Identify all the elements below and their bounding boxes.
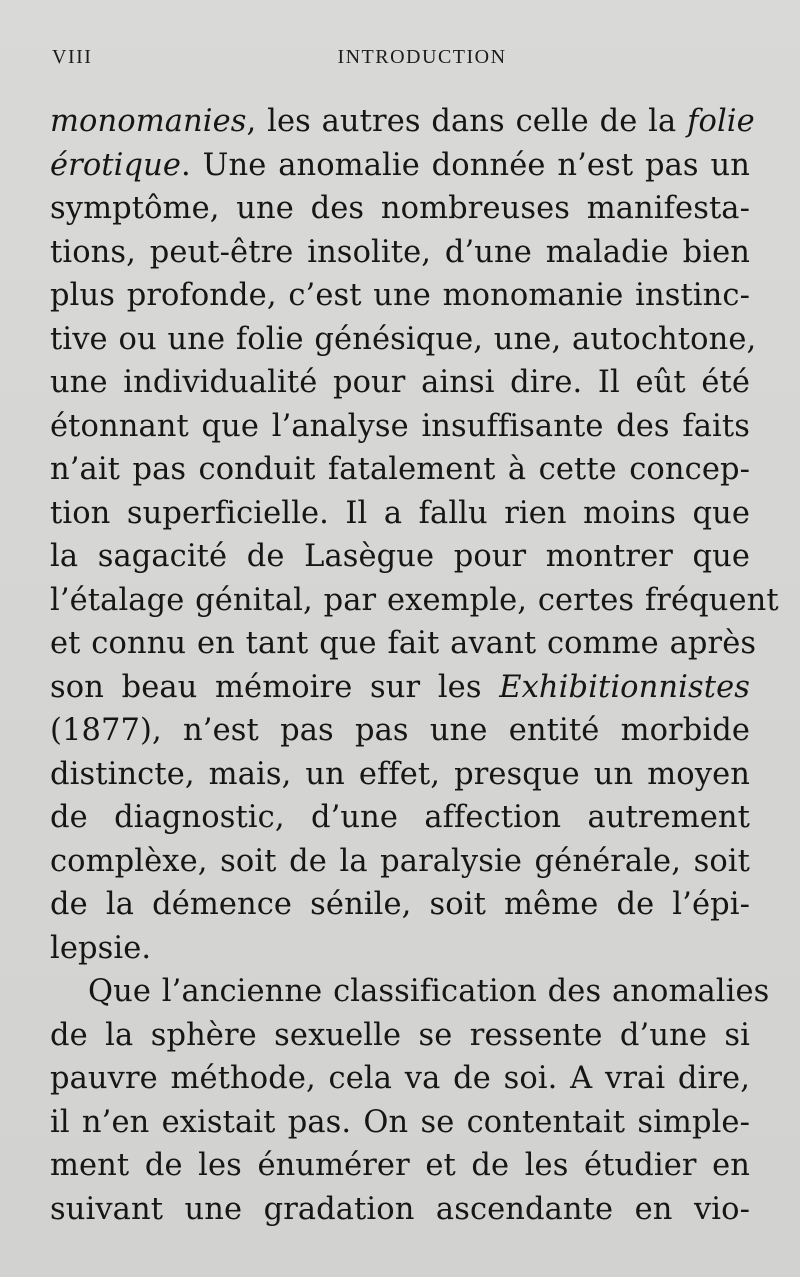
paragraph — [50, 100, 779, 970]
text-line: de diagnostic, d’une affection autrement — [50, 800, 750, 835]
text-line: érotique. Une anomalie donnée n’est pas un — [50, 147, 750, 183]
text-line: de la sphère sexuelle se ressente d’une si — [50, 1017, 750, 1053]
book-page — [50, 40, 779, 1231]
text-line: lepsie. — [50, 930, 152, 966]
text-line: ment de les énumérer et de les étudier en — [50, 1148, 750, 1183]
text-line: tion superficielle. Il a fallu rien moins que — [50, 495, 750, 531]
text-line: pauvre méthode, cela va de soi. A vrai dire, — [50, 1061, 750, 1096]
text-line: la sagacité de Lasègue pour montrer que — [50, 539, 750, 574]
running-title: INTRODUCTION — [337, 46, 507, 68]
text-line: plus profonde, c’est une monomanie instinc- — [50, 278, 750, 313]
text-line: distincte, mais, un effet, presque un moyen — [50, 756, 750, 792]
text-line: tions, peut-être insolite, d’une maladie bien — [50, 234, 750, 270]
text-line: complèxe, soit de la paralysie générale, soit — [50, 843, 750, 879]
italic-term: érotique — [50, 147, 182, 183]
page-number: VIII — [52, 46, 93, 68]
text-line: l’étalage génital, par exemple, certes fréquent — [50, 582, 779, 618]
italic-term: monomanies — [50, 104, 247, 139]
text-line: (1877), n’est pas pas une entité morbide — [50, 713, 750, 748]
paragraph — [50, 970, 770, 1231]
text-line: il n’en existait pas. On se contentait simple- — [50, 1104, 750, 1140]
text-line: suivant une gradation ascendante en vio- — [50, 1191, 750, 1227]
italic-term: folie — [687, 104, 755, 139]
text-line: tive ou une folie génésique, une, autochtone, — [50, 321, 757, 357]
italic-term: Exhibitionnistes — [499, 669, 750, 705]
text-line: et connu en tant que fait avant comme après — [50, 626, 757, 661]
text-line: de la démence sénile, soit même de l’épi- — [50, 887, 750, 922]
text-line: monomanies, les autres dans celle de la folie — [50, 104, 755, 139]
text-line: Que l’ancienne classification des anomalies — [88, 974, 770, 1009]
running-head — [50, 40, 750, 80]
text-line: son beau mémoire sur les Exhibitionnistes — [50, 669, 750, 705]
text-line: étonnant que l’analyse insuffisante des faits — [50, 408, 750, 444]
text-line: une individualité pour ainsi dire. Il eût été — [50, 365, 750, 400]
body-text — [50, 100, 779, 1231]
text-line: symptôme, une des nombreuses manifesta- — [50, 191, 750, 226]
text-line: n’ait pas conduit fatalement à cette concep- — [50, 452, 750, 487]
